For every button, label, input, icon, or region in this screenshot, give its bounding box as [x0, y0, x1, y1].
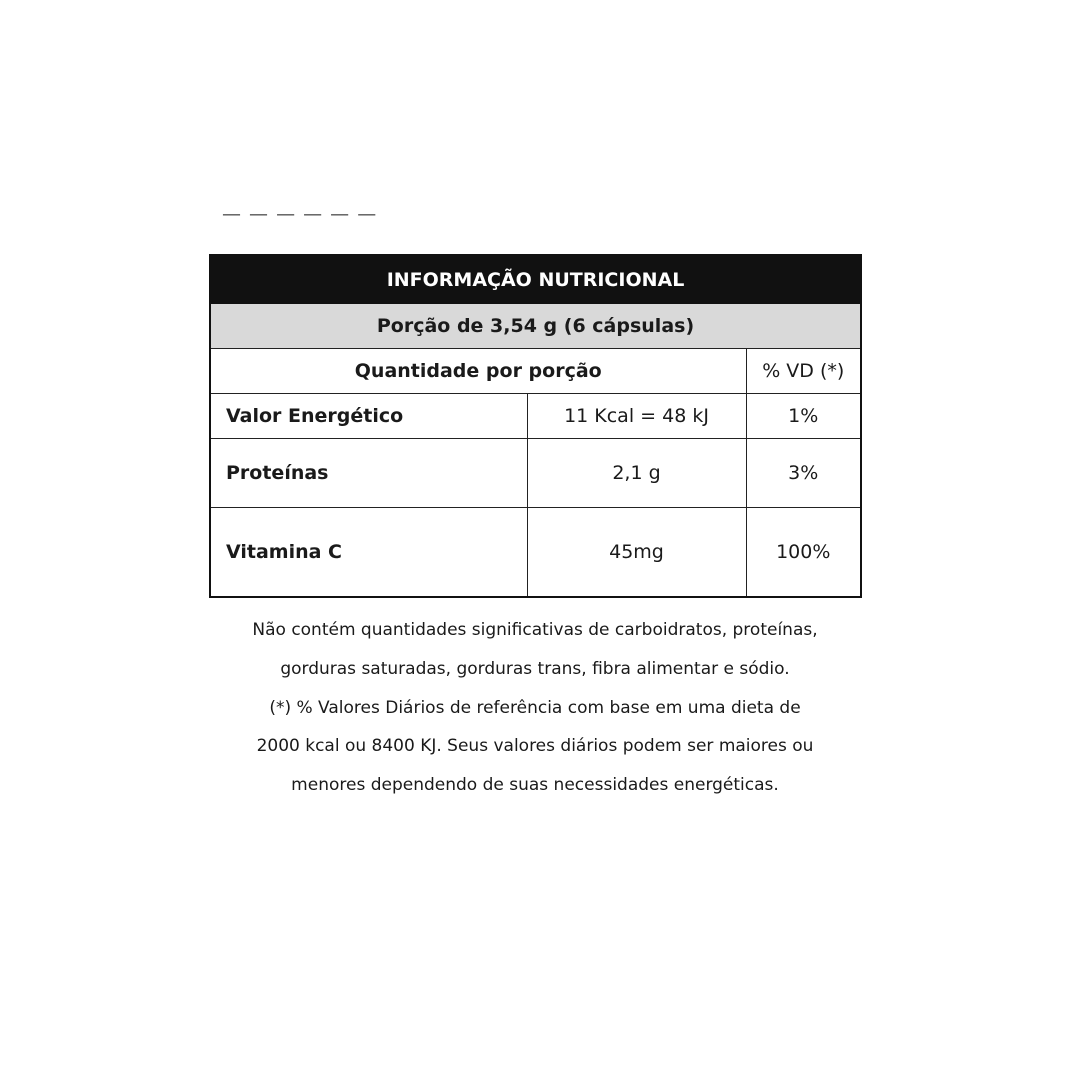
- quantity-header: Quantidade por porção: [210, 349, 746, 394]
- footnote-line: Não contém quantidades significativas de carboidratos, proteínas,: [252, 620, 818, 640]
- nutrient-vd: 100%: [746, 508, 861, 598]
- nutrient-label: Valor Energético: [210, 394, 527, 439]
- portion-size: Porção de 3,54 g (6 cápsulas): [210, 304, 861, 349]
- vd-header: % VD (*): [746, 349, 861, 394]
- nutrient-label: Proteínas: [210, 439, 527, 508]
- nutrient-amount: 45mg: [527, 508, 746, 598]
- table-row: [210, 508, 861, 598]
- nutrition-facts-table: [209, 254, 862, 598]
- cropped-text-fragment: — — — — — —: [222, 214, 378, 225]
- footnote-line: menores dependendo de suas necessidades energéticas.: [291, 775, 779, 796]
- table-row: [210, 439, 861, 508]
- nutrient-amount: 11 Kcal = 48 kJ: [527, 394, 746, 439]
- footnote-line: 2000 kcal ou 8400 KJ. Seus valores diários podem ser maiores ou: [256, 736, 814, 757]
- table-title: INFORMAÇÃO NUTRICIONAL: [210, 256, 861, 304]
- footnote-line: gorduras saturadas, gorduras trans, fibra alimentar e sódio.: [280, 658, 790, 679]
- nutrient-vd: 1%: [746, 394, 861, 439]
- nutrient-vd: 3%: [746, 439, 861, 508]
- nutrient-label: Vitamina C: [210, 508, 527, 598]
- footnote-text: [200, 611, 870, 805]
- nutrient-amount: 2,1 g: [527, 439, 746, 508]
- footnote-line: (*) % Valores Diários de referência com base em uma dieta de: [269, 697, 801, 718]
- table-row: [210, 394, 861, 439]
